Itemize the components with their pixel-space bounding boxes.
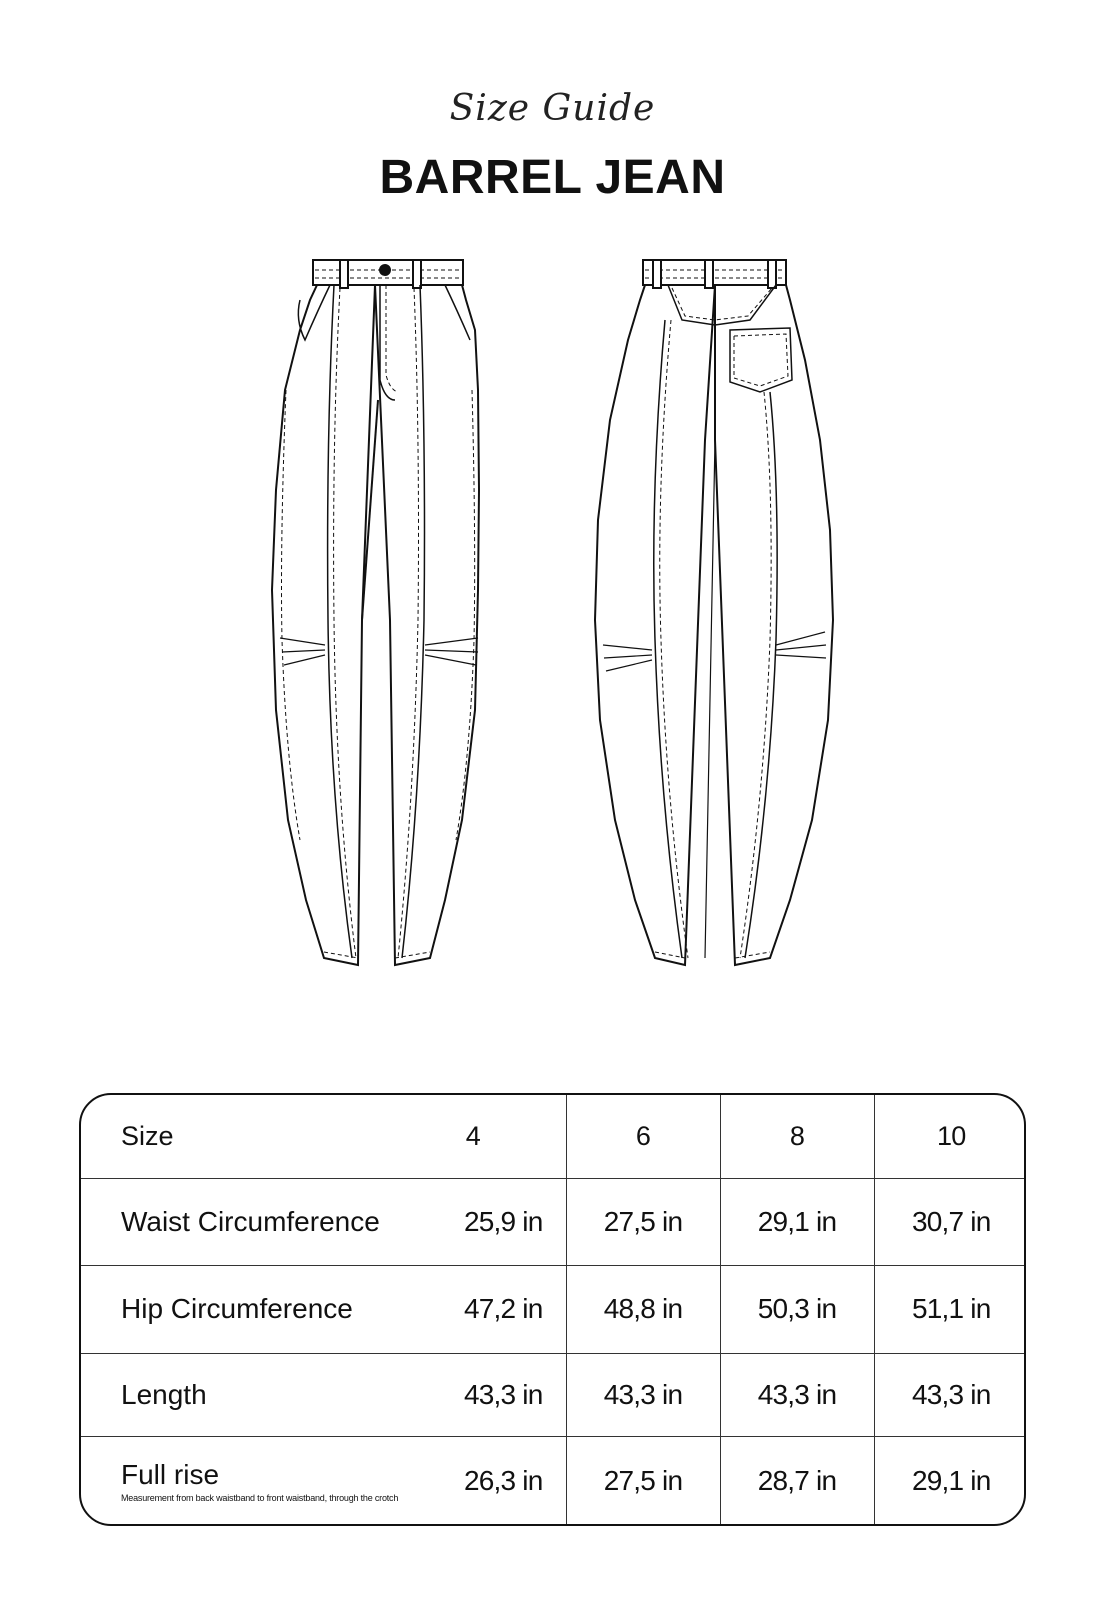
value-cell: 28,7 in [720, 1437, 874, 1524]
value-cell: 27,5 in [566, 1178, 720, 1265]
value-cell: 50,3 in [720, 1266, 874, 1353]
table-row [81, 1178, 1026, 1265]
back-view-jeans [595, 260, 833, 965]
product-title: BARREL JEAN [379, 151, 726, 204]
value-cell: 29,1 in [912, 1464, 991, 1496]
row-label: Waist Circumference [121, 1206, 380, 1238]
size-column-header: Size [121, 1120, 174, 1151]
table-header-row [81, 1095, 1026, 1178]
table-row [81, 1437, 1026, 1524]
size-8-header: 8 [720, 1095, 874, 1178]
value-cell: 43,3 in [464, 1378, 543, 1410]
size-6-header: 6 [566, 1095, 720, 1178]
table-row [81, 1266, 1026, 1353]
row-label-cell [81, 1266, 566, 1353]
row-label: Hip Circumference [121, 1293, 353, 1325]
size-4-header: 4 [465, 1120, 481, 1151]
row-label-cell [81, 1178, 566, 1265]
front-view-jeans [272, 260, 479, 965]
value-cell: 43,3 in [720, 1353, 874, 1436]
size-header-cell [81, 1095, 566, 1178]
value-cell: 43,3 in [566, 1353, 720, 1436]
size-table [81, 1095, 1026, 1524]
table-row [81, 1353, 1026, 1436]
row-label: Length [121, 1378, 207, 1410]
size-10-header: 10 [874, 1095, 1026, 1178]
value-cell: 26,3 in [464, 1464, 543, 1496]
value-cell: 29,1 in [720, 1178, 874, 1265]
size-table-container [79, 1093, 1026, 1526]
value-cell: 43,3 in [874, 1353, 1026, 1436]
value-cell: 27,5 in [566, 1437, 720, 1524]
value-cell: 47,2 in [464, 1293, 543, 1325]
row-label-cell [81, 1437, 566, 1524]
value-cell: 30,7 in [874, 1178, 1026, 1265]
row-note: Measurement from back waistband to front waistband, through the crotch [121, 1492, 399, 1503]
row-label-group [81, 1459, 451, 1503]
value-cell: 25,9 in [464, 1206, 543, 1238]
row-label: Full rise [121, 1458, 220, 1490]
size-guide-subtitle: Size Guide [449, 88, 656, 129]
value-cell: 51,1 in [874, 1266, 1026, 1353]
row-label-cell [81, 1353, 566, 1436]
value-cell: 48,8 in [566, 1266, 720, 1353]
jeans-technical-drawing [0, 240, 1105, 980]
